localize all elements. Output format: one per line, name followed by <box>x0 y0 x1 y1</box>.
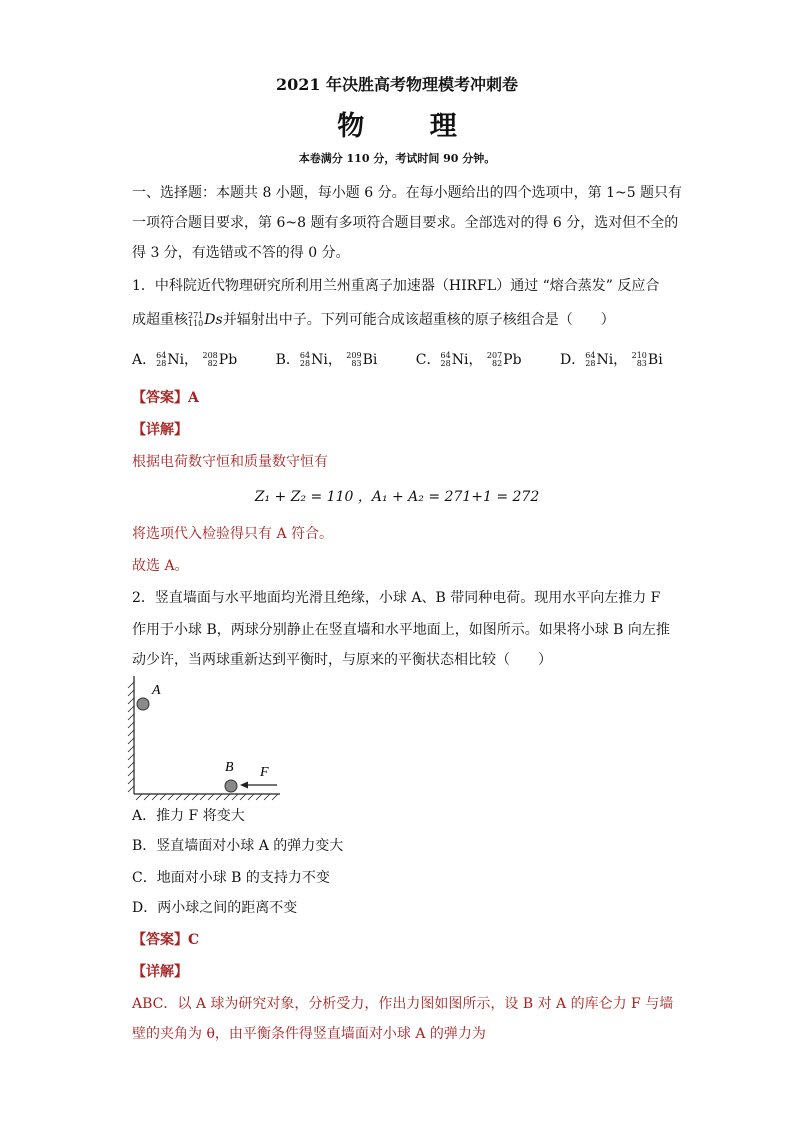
nucleus-symbol: Pb <box>503 352 522 368</box>
section-intro-line-2: 一项符合题目要求，第 6~8 题有多项符合题目要求。全部选对的得 6 分，选对但不全的 <box>132 215 679 231</box>
option-label: C． <box>415 352 441 368</box>
q1-explain-3: 故选 A。 <box>132 558 189 574</box>
nucleus <box>346 350 377 370</box>
nucleus-symbol: Pb <box>218 352 238 368</box>
q1-explain-1: 根据电荷数守恒和质量数守恒有 <box>132 454 328 470</box>
section-intro-line-3: 得 3 分，有选错或不答的得 0 分。 <box>132 245 350 261</box>
nucleus-mass: 64 <box>440 351 451 360</box>
nucleus-mass: 208 <box>202 351 218 360</box>
q1-option-b: B． 64 28 Ni， 209 83 Bi <box>275 351 378 368</box>
q1-option-c: C． 64 28 Ni， 207 82 Pb <box>415 351 522 368</box>
q2-explain-2: 壁的夹角为 θ，由平衡条件得竖直墙面对小球 A 的弹力为 <box>132 1026 486 1042</box>
q2-option-a: A．推力 F 将变大 <box>132 808 245 824</box>
nucleus-z: 83 <box>351 359 362 368</box>
q1-equation: Z₁ + Z₂ = 110 ，A₁ + A₂ = 271+1 = 272 <box>254 489 540 505</box>
nucleus-z: 28 <box>156 359 167 368</box>
nucleus-ds <box>188 310 223 330</box>
nucleus-mass: 209 <box>346 351 362 360</box>
nucleus-z: 82 <box>491 359 503 368</box>
q2-explain-1: ABC．以 A 球为研究对象，分析受力，作出力图如图所示，设 B 对 A 的库仑力 F 与墙 <box>132 996 674 1012</box>
q2-option-c: C．地面对小球 B 的支持力不变 <box>132 870 330 886</box>
nucleus-mass: 210 <box>631 351 647 360</box>
nucleus-mass: 271 <box>188 311 204 320</box>
q1-option-a: A． 64 28 Ni， 208 82 Pb <box>132 351 238 368</box>
q1-stem-pre: 成超重核 <box>132 312 188 328</box>
label-f: F <box>260 765 269 780</box>
q2-detail-label: 【详解】 <box>132 964 188 980</box>
q2-stem-line-3: 动少许，当两球重新达到平衡时，与原来的平衡状态相比较（ ） <box>132 652 552 668</box>
subject-heading: 物 理 <box>337 111 485 142</box>
q1-explain-2: 将选项代入检验得只有 A 符合。 <box>132 526 334 542</box>
q2-stem-line-2: 作用于小球 B，两球分别静止在竖直墙和水平地面上，如图所示。如果将小球 B 向左推 <box>132 622 670 638</box>
nucleus <box>487 350 522 370</box>
nucleus-mass: 64 <box>585 351 596 360</box>
nucleus-symbol: Ni <box>311 352 328 368</box>
nucleus <box>441 350 469 370</box>
exam-note: 本卷满分 110 分，考试时间 90 分钟。 <box>298 152 496 165</box>
section-intro-line-1: 一、选择题：本题共 8 小题，每小题 6 分。在每小题给出的四个选项中，第 1~5 题只有 <box>132 185 683 201</box>
nucleus-symbol: Ni <box>167 352 185 368</box>
q2-stem-line-1: 2．竖直墙面与水平地面均光滑且绝缘，小球 A、B 带同种电荷。现用水平向左推力 F <box>132 590 661 606</box>
q1-stem-post: 并辐射出中子。下列可能合成该超重核的原子核组合是（ ） <box>222 312 615 328</box>
q1-detail-label: 【详解】 <box>132 422 188 438</box>
ball-b <box>225 780 237 792</box>
q1-stem-line-1: 1．中科院近代物理研究所利用兰州重离子加速器（HIRFL）通过 “熔合蒸发” 反应合 <box>132 278 660 294</box>
ball-a <box>137 698 149 710</box>
q1-answer: 【答案】A <box>132 390 199 406</box>
nucleus-z: 28 <box>585 359 596 368</box>
nucleus <box>632 350 663 370</box>
nucleus-mass: 207 <box>486 351 503 360</box>
nucleus <box>203 350 238 370</box>
nucleus <box>300 350 328 370</box>
floor-hatching <box>136 794 278 800</box>
nucleus-symbol: Bi <box>647 352 663 368</box>
option-label: B． <box>275 352 300 368</box>
nucleus-symbol: Ds <box>204 312 223 328</box>
q2-answer: 【答案】C <box>132 932 200 948</box>
q1-stem-line-2 <box>132 310 615 330</box>
nucleus-symbol: Bi <box>362 352 378 368</box>
nucleus-z: 83 <box>636 359 647 368</box>
nucleus-symbol: Ni <box>451 352 469 368</box>
nucleus-mass: 64 <box>156 351 167 360</box>
force-arrow-head <box>240 782 248 789</box>
q2-option-b: B．竖直墙面对小球 A 的弹力变大 <box>132 838 344 854</box>
nucleus-z: 82 <box>207 359 218 368</box>
nucleus-z: 110 <box>188 319 204 328</box>
exam-title: 2021 年决胜高考物理模考冲刺卷 <box>275 75 519 94</box>
nucleus <box>585 350 613 370</box>
wall-hatching <box>128 682 134 792</box>
nucleus-symbol: Ni <box>596 352 614 368</box>
q1-option-d: D． 64 28 Ni， 210 83 Bi <box>560 351 663 368</box>
nucleus <box>156 350 184 370</box>
wall-floor-figure <box>122 672 292 802</box>
nucleus-mass: 64 <box>299 351 311 360</box>
option-label: D． <box>560 352 586 368</box>
nucleus-z: 28 <box>440 359 451 368</box>
q2-option-d: D．两小球之间的距离不变 <box>132 900 298 916</box>
q1-options <box>132 350 663 370</box>
label-a: A <box>152 683 161 698</box>
label-b: B <box>225 760 234 775</box>
nucleus-z: 28 <box>299 359 311 368</box>
option-label: A． <box>132 352 157 368</box>
